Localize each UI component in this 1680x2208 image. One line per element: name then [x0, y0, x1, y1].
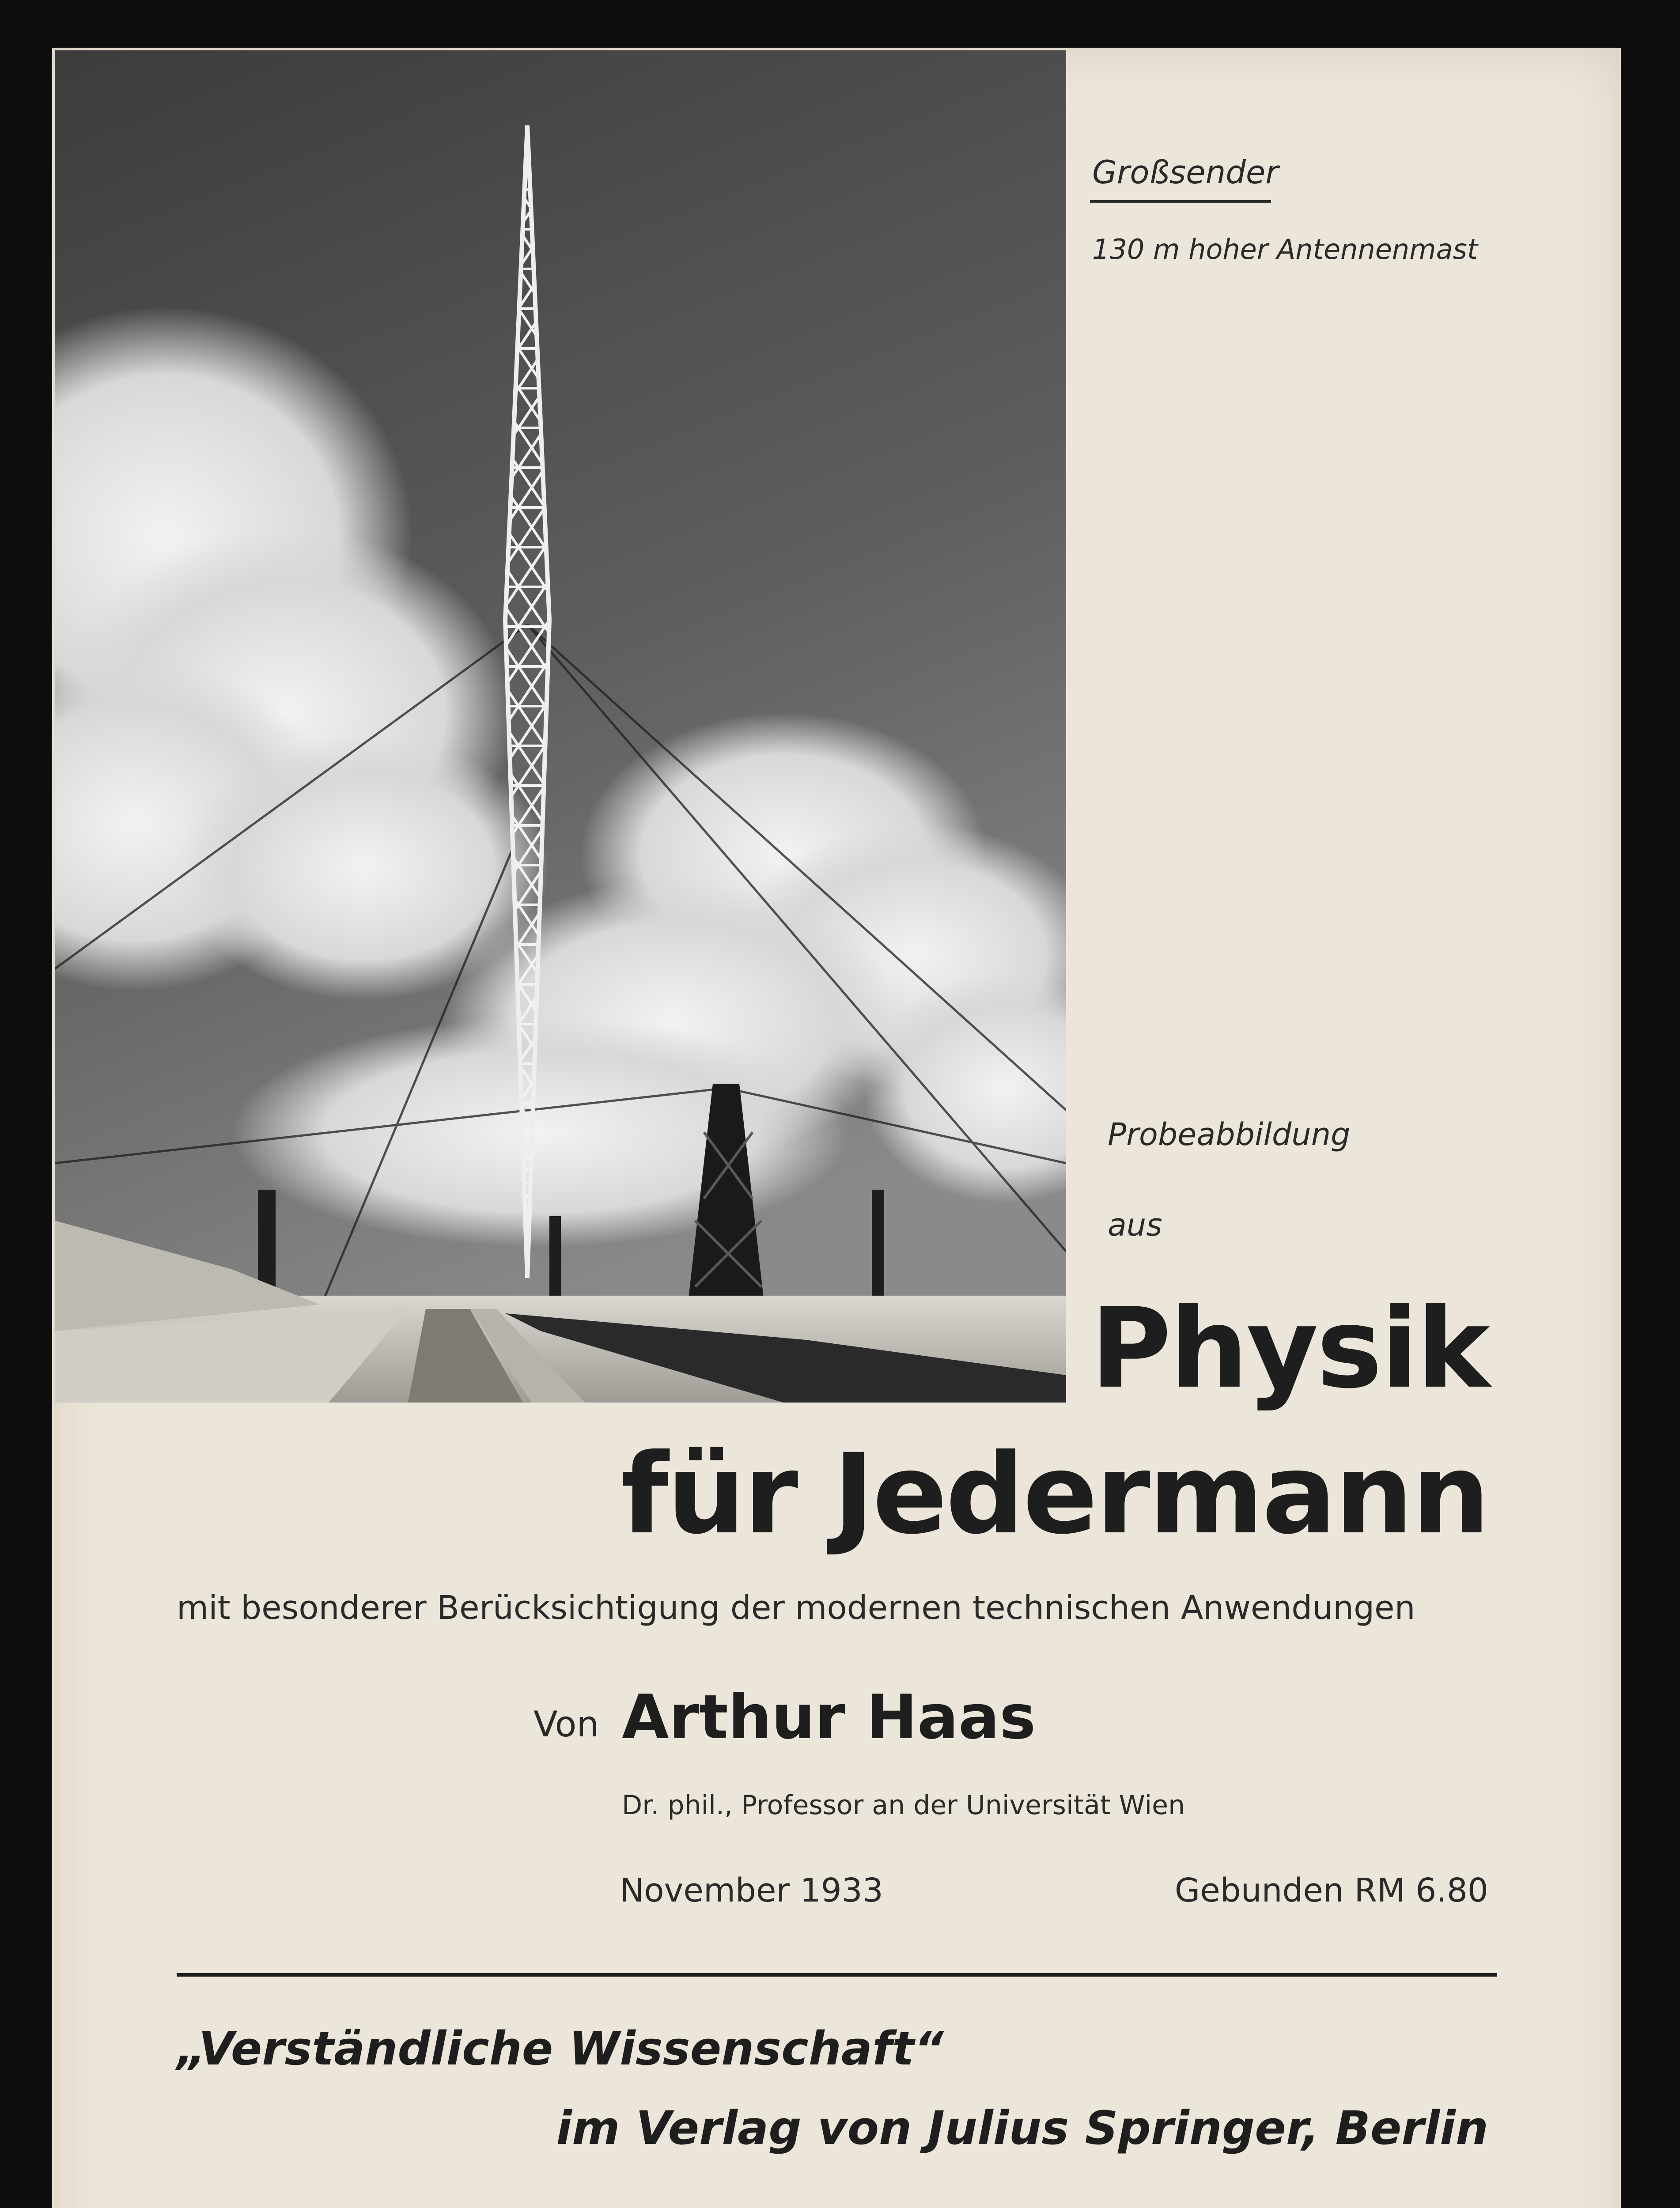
caption-title: Großsender	[1092, 154, 1279, 191]
series-name: „Verständliche Wissenschaft“	[177, 2022, 944, 2076]
book-subtitle: mit besonderer Berücksichtigung der modernen technischen Anwendungen	[177, 1589, 1415, 1627]
author-name: Arthur Haas	[622, 1682, 1036, 1753]
book-title-line2: für Jedermann	[621, 1430, 1488, 1558]
price: Gebunden RM 6.80	[1174, 1872, 1488, 1909]
publisher-line: im Verlag von Julius Springer, Berlin	[556, 2101, 1488, 2155]
by-label: Von	[534, 1704, 599, 1745]
from-label: aus	[1108, 1207, 1162, 1243]
divider-rule	[177, 1973, 1497, 1977]
antenna-photo-illustration	[55, 50, 1066, 1403]
caption-subtitle: 130 m hoher Antennenmast	[1092, 233, 1478, 265]
antenna-photo	[55, 50, 1066, 1403]
flyer-sheet	[52, 48, 1621, 2208]
publication-date: November 1933	[620, 1872, 883, 1909]
book-title-line1: Physik	[1090, 1284, 1488, 1413]
author-credentials: Dr. phil., Professor an der Universität Wien	[622, 1790, 1185, 1821]
caption-underline	[1090, 200, 1271, 203]
sample-illustration-label: Probeabbildung	[1108, 1116, 1351, 1153]
